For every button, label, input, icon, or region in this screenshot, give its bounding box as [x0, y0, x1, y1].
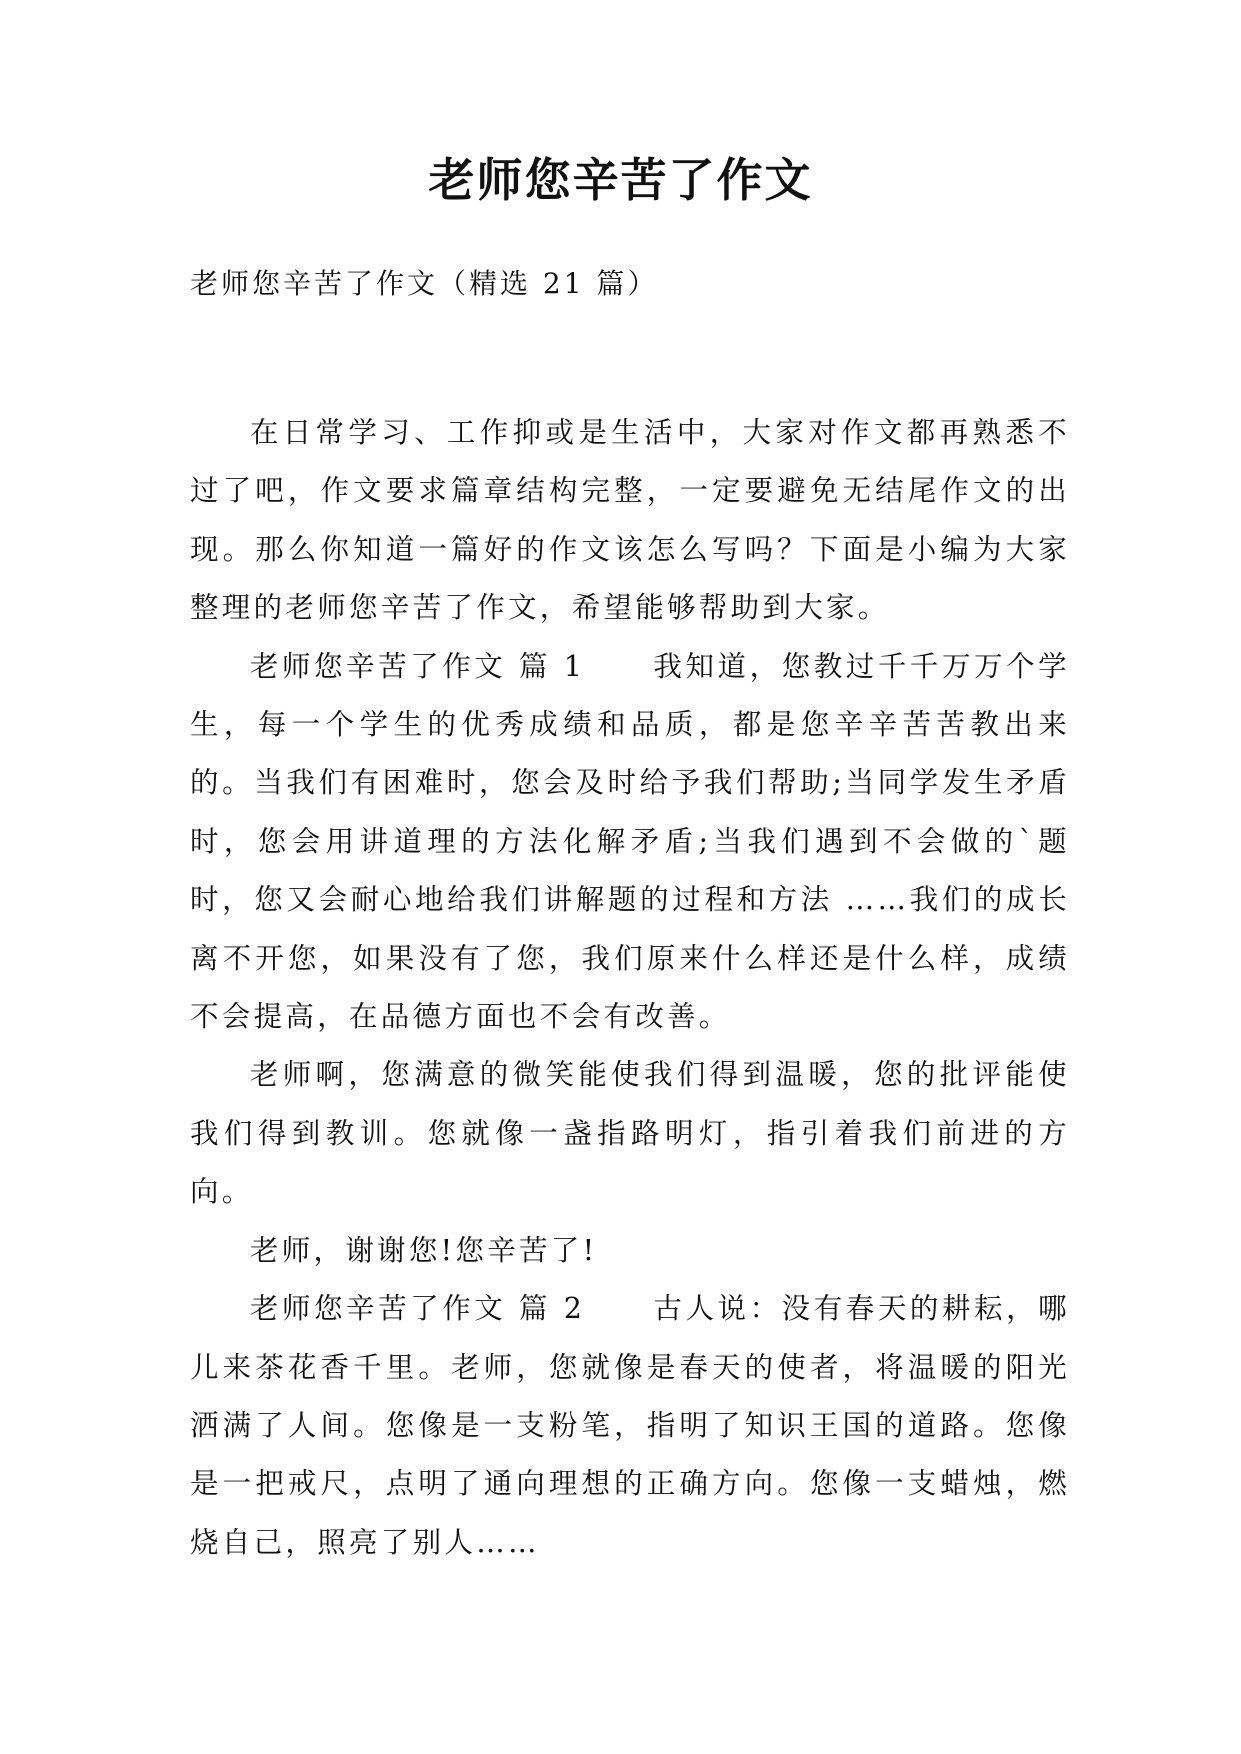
paragraph-text: 古人说：没有春天的耕耘，哪儿来茶花香千里。老师，您就像是春天的使者，将温暖的阳光洒满了人间。您像是一支粉笔，指明了知识王国的道路。您像是一把戒尺，点明了通向理想的正确方向。您像一支蜡烛，燃烧自己，照亮了别人…… [190, 1292, 1070, 1559]
document-subtitle: 老师您辛苦了作文（精选 21 篇） [190, 267, 659, 300]
intro-paragraph [190, 404, 1070, 638]
paragraph-text: 我知道，您教过千千万万个学生，每一个学生的优秀成绩和品质，都是您辛辛苦苦教出来的。当我们有困难时，您会及时给予我们帮助;当同学发生矛盾时，您会用讲道理的方法化解矛盾;当我们遇到不会做的`题时，您又会耐心地给我们讲解题的过程和方法 ……我们的成长离不开您，如果没有了您，我们原来什么样还是什么样，成绩不会提高，在品德方面也不会有改善。 [190, 649, 1070, 1034]
document-title: 老师您辛苦了作文 [428, 153, 813, 207]
essay-2-paragraph [190, 1280, 1070, 1572]
paragraph-text: 老师，谢谢您!您辛苦了! [249, 1233, 598, 1267]
essay-heading: 老师您辛苦了作文 篇 2 [249, 1292, 586, 1326]
essay-1-paragraph [190, 638, 1070, 1047]
essay-1-paragraph-3 [190, 1222, 1070, 1280]
essay-heading: 老师您辛苦了作文 篇 1 [249, 649, 586, 683]
document-body [190, 404, 1070, 1572]
paragraph-text: 老师啊，您满意的微笑能使我们得到温暖，您的批评能使我们得到教训。您就像一盏指路明灯，指引着我们前进的方向。 [190, 1058, 1070, 1209]
paragraph-text: 在日常学习、工作抑或是生活中，大家对作文都再熟悉不过了吧，作文要求篇章结构完整，一定要避免无结尾作文的出现。那么你知道一篇好的作文该怎么写吗？下面是小编为大家整理的老师您辛苦了作文，希望能够帮助到大家。 [190, 416, 1070, 625]
essay-1-paragraph-2 [190, 1046, 1070, 1221]
